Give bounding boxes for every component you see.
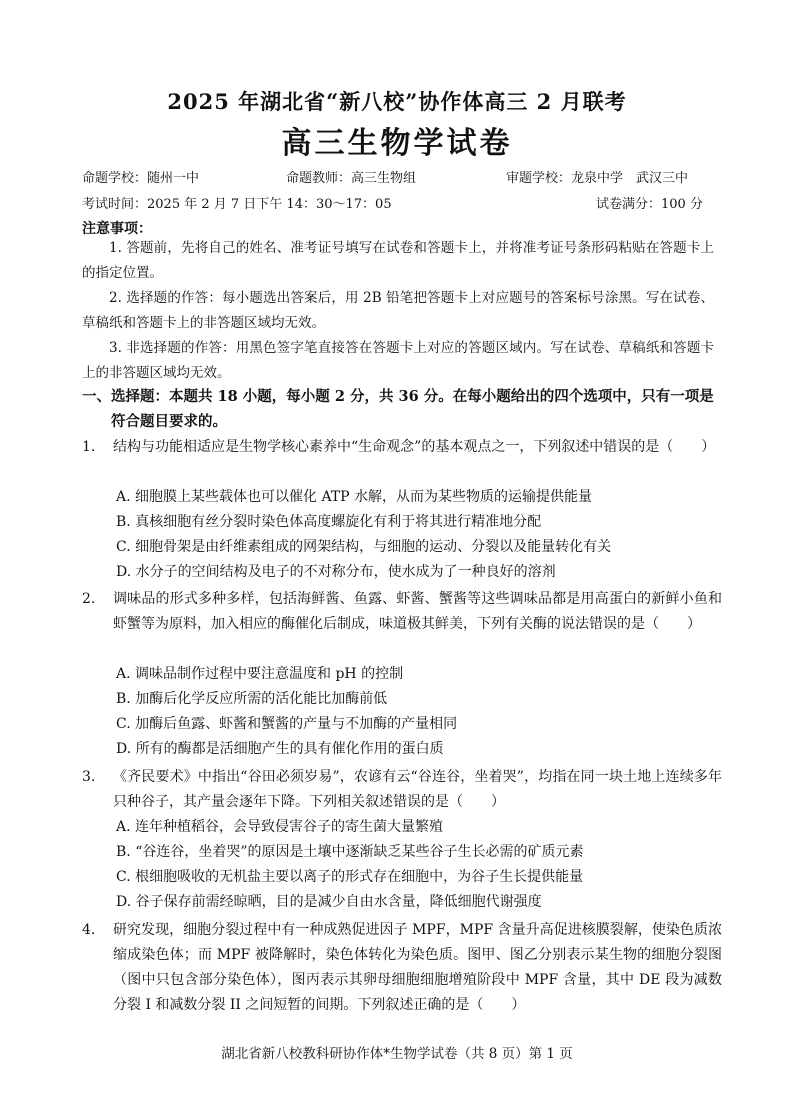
option-a: A. 细胞膜上某些载体也可以催化 ATP 水解，从而为某些物质的运输提供能量 xyxy=(116,489,593,505)
notice-item: 2. 选择题的作答：每小题选出答案后，用 2B 铅笔把答题卡上对应题号的答案标号涂黑。写在试卷、草稿纸和答题卡上的非答题区域均无效。 xyxy=(82,290,714,331)
section-heading-line2: 符合题目要求的。 xyxy=(111,413,227,430)
option-b: B. 加酶后化学反应所需的活化能比加酶前低 xyxy=(116,691,388,707)
notice-heading: 注意事项： xyxy=(82,221,152,237)
option-d: D. 所有的酶都是活细胞产生的具有催化作用的蛋白质 xyxy=(116,741,444,757)
option-c: C. 根细胞吸收的无机盐主要以离子的形式存在细胞中，为谷子生长提供能量 xyxy=(116,869,584,885)
section-heading-line1: 一、选择题：本题共 18 小题，每小题 2 分，共 36 分。在每小题给出的四个选项中，只有一项是 xyxy=(82,388,714,405)
question-number: 4. xyxy=(82,922,96,938)
option-b: B. “谷连谷，坐着哭”的原因是土壤中逐渐缺乏某些谷子生长必需的矿质元素 xyxy=(116,844,584,860)
section-heading xyxy=(82,384,722,434)
question-number: 3. xyxy=(82,769,96,785)
meta-time: 考试时间：2025 年 2 月 7 日下午 14：30～17：05 xyxy=(82,197,392,212)
option-c: C. 加酶后鱼露、虾酱和蟹酱的产量与不加酶的产量相同 xyxy=(116,716,458,732)
question-2 xyxy=(82,587,722,637)
question-stem: 调味品的形式多种多样，包括海鲜酱、鱼露、虾酱、蟹酱等这些调味品都是用高蛋白的新鲜小鱼和虾蟹等为原料，加入相应的酶催化后制成，味道极其鲜美，下列有关酶的说法错误的是（ ） xyxy=(113,591,722,632)
meta-teacher: 命题教师：高三生物组 xyxy=(286,171,417,186)
meta-review: 审题学校：龙泉中学 武汉三中 xyxy=(506,171,689,186)
option-c: C. 细胞骨架是由纤维素组成的网架结构，与细胞的运动、分裂以及能量转化有关 xyxy=(116,539,612,555)
question-number: 2. xyxy=(82,591,96,607)
exam-title: 2025 年湖北省“新八校”协作体高三 2 月联考 xyxy=(167,89,627,114)
question-number: 1. xyxy=(82,439,96,455)
page-footer: 湖北省新八校教科研协作体*生物学试卷（共 8 页）第 1 页 xyxy=(221,1046,573,1062)
notice-item: 1. 答题前，先将自己的姓名、准考证号填写在试卷和答题卡上，并将准考证号条形码粘贴在答题卡上的指定位置。 xyxy=(82,240,714,281)
question-1 xyxy=(82,435,722,460)
question-stem: 结构与功能相适应是生物学核心素养中“生命观念”的基本观点之一，下列叙述中错误的是（ ） xyxy=(113,439,716,455)
option-d: D. 水分子的空间结构及电子的不对称分布，使水成为了一种良好的溶剂 xyxy=(116,564,556,580)
meta-score: 试卷满分：100 分 xyxy=(596,197,703,212)
question-stem: 《齐民要术》中指出“谷田必须岁易”，农谚有云“谷连谷，坐着哭”，均指在同一块土地上连续多年只种谷子，其产量会逐年下降。下列相关叙述错误的是（ ） xyxy=(113,769,722,810)
question-stem: 研究发现，细胞分裂过程中有一种成熟促进因子 MPF，MPF 含量升高促进核膜裂解，使染色质浓缩成染色体；而 MPF 被降解时，染色体转化为染色质。图甲、图乙分别表示某生物的细胞分裂图（图中只包含部分染色体），图丙表示其卵母细胞细胞增殖阶段中 MPF 含量，其中 DE 段为减数分裂 I 和减数分裂 II 之间短暂的间期。下列叙述正确的是（ ） xyxy=(113,922,722,1013)
option-a: A. 调味品制作过程中要注意温度和 pH 的控制 xyxy=(116,666,404,682)
paper-title: 高三生物学试卷 xyxy=(281,126,513,161)
option-d: D. 谷子保存前需经晾晒，目的是减少自由水含量，降低细胞代谢强度 xyxy=(116,894,542,910)
option-b: B. 真核细胞有丝分裂时染色体高度螺旋化有利于将其进行精准地分配 xyxy=(116,514,542,530)
meta-school: 命题学校：随州一中 xyxy=(82,171,200,186)
question-4 xyxy=(82,918,722,1018)
option-a: A. 连年种植稻谷，会导致侵害谷子的寄生菌大量繁殖 xyxy=(116,819,444,835)
notice-item: 3. 非选择题的作答：用黑色签字笔直接答在答题卡上对应的答题区域内。写在试卷、草稿纸和答题卡上的非答题区域均无效。 xyxy=(82,340,714,381)
question-3 xyxy=(82,765,722,815)
